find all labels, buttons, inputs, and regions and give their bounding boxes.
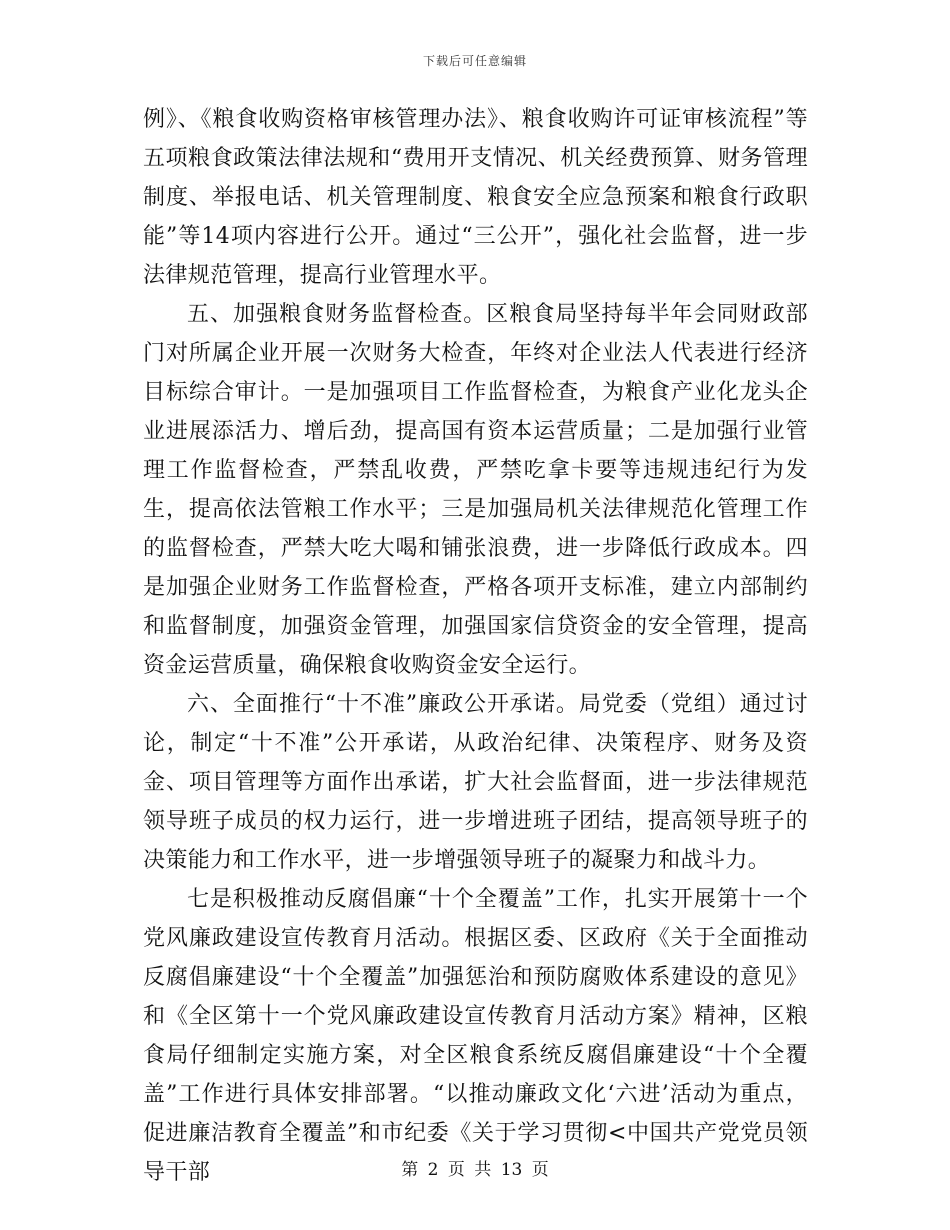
document-body [143, 100, 808, 1192]
page-number-footer: 第 2 页 共 13 页 [401, 1160, 549, 1180]
page-header: 下载后可任意编辑 [422, 54, 527, 68]
paragraph-integrity-pledge: 六、全面推行“十不准”廉政公开承诺。局党委（党组）通过讨论，制定“十不准”公开承诺，从政治纪律、决策程序、财务及资金、项目管理等方面作出承诺，扩大社会监督面，进一步法律规范领导班子成员的权力运行，进一步增进班子团结，提高领导班子的决策能力和工作水平，进一步增强领导班子的凝聚力和战斗力。 [143, 692, 808, 873]
paragraph-finance-supervision: 五、加强粮食财务监督检查。区粮食局坚持每半年会同财政部门对所属企业开展一次财务大检查，年终对企业法人代表进行经济目标综合审计。一是加强项目工作监督检查，为粮食产业化龙头企业进展添活力、增后劲，提高国有资本运营质量；二是加强行业管理工作监督检查，严禁乱收费，严禁吃拿卡要等违规违纪行为发生，提高依法管粮工作水平；三是加强局机关法律规范化管理工作的监督检查，严禁大吃大喝和铺张浪费，进一步降低行政成本。四是加强企业财务工作监督检查，严格各项开支标准，建立内部制约和监督制度，加强资金管理，加强国家信贷资金的安全管理，提高资金运营质量，确保粮食收购资金安全运行。 [143, 302, 808, 678]
paragraph-continued: 例》、《粮食收购资格审核管理办法》、粮食收购许可证审核流程”等五项粮食政策法律法规和“费用开支情况、机关经费预算、财务管理制度、举报电话、机关管理制度、粮食安全应急预案和粮食行政职能”等14项内容进行公开。通过“三公开”，强化社会监督，进一步法律规范管理，提高行业管理水平。 [143, 107, 808, 288]
paragraph-anti-corruption: 七是积极推动反腐倡廉“十个全覆盖”工作，扎实开展第十一个党风廉政建设宣传教育月活动。根据区委、区政府《关于全面推动反腐倡廉建设“十个全覆盖”加强惩治和预防腐败体系建设的意见》和《全区第十一个党风廉政建设宣传教育月活动方案》精神，区粮食局仔细制定实施方案，对全区粮食系统反腐倡廉建设“十个全覆盖”工作进行具体安排部署。“以推动廉政文化‘六进’活动为重点，促进廉洁教育全覆盖”和市纪委《关于学习贯彻<中国共产党党员领导干部 [143, 887, 808, 1185]
